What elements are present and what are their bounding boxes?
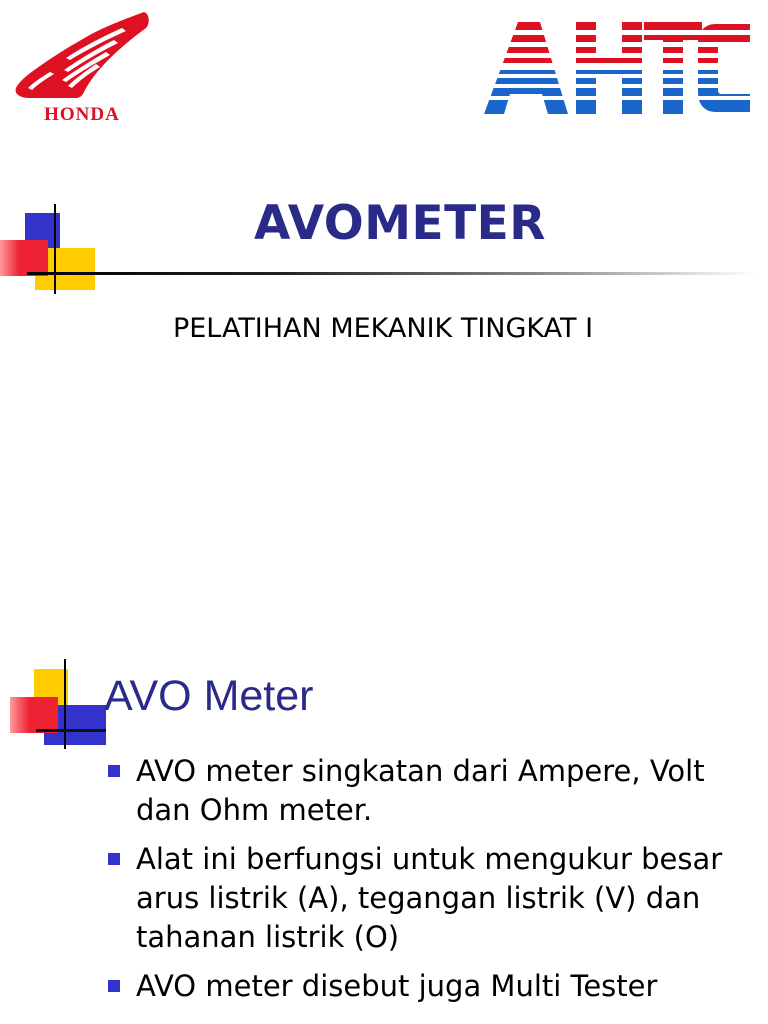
ahtc-logo-icon	[484, 22, 750, 114]
title-rule	[27, 272, 757, 275]
list-item	[104, 840, 754, 957]
honda-wing-logo-icon	[10, 10, 155, 128]
square-bullet-icon	[108, 765, 120, 777]
honda-logo-text: HONDA	[44, 104, 120, 125]
bullet-list	[104, 752, 754, 1016]
square-bullet-icon	[108, 853, 120, 865]
bullet-text: Alat ini berfungsi untuk mengukur besar arus listrik (A), tegangan listrik (V) dan tahanan listrik (O)	[136, 842, 723, 954]
square-bullet-icon	[108, 980, 120, 992]
deco-vertical-line	[64, 659, 66, 749]
bullet-text: AVO meter disebut juga Multi Tester	[136, 969, 658, 1003]
list-item	[104, 752, 754, 830]
slide-subtitle: PELATIHAN MEKANIK TINGKAT I	[172, 313, 594, 344]
list-item	[104, 967, 754, 1006]
deco-vertical-line	[54, 204, 56, 294]
section-heading: AVO Meter	[104, 672, 314, 720]
slide-title-heading: AVOMETER	[254, 196, 546, 251]
bullet-text: AVO meter singkatan dari Ampere, Volt dan Ohm meter.	[136, 754, 705, 827]
deco-red-square	[10, 697, 58, 733]
deco-red-square	[0, 240, 48, 276]
deco-horizontal-line	[36, 729, 106, 732]
